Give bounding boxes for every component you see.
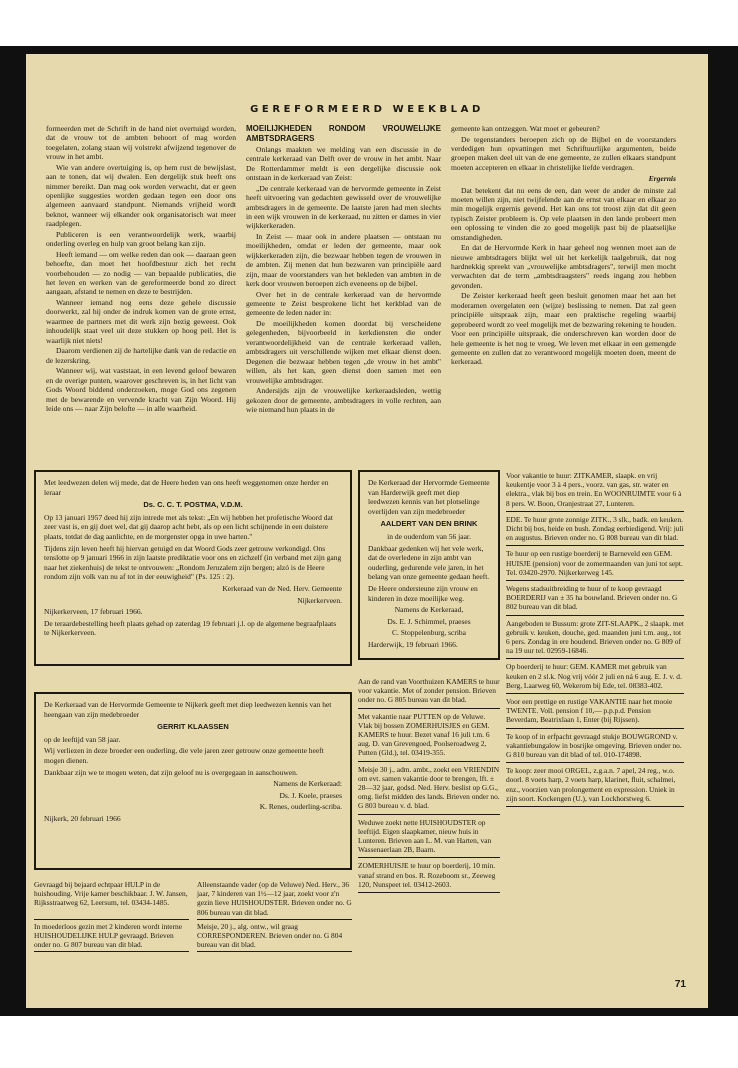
age-line: op de leeftijd van 58 jaar. (44, 734, 121, 744)
obituary-van-den-brink (358, 470, 500, 660)
paragraph: Publiceren is een verantwoordelijk werk, waarbij onderling overleg en hulp van groot belang kan zijn. (46, 229, 236, 249)
classified-ad: ZOMERHUISJE te huur op boerderij, 10 min. vanaf strand en bos. R. Rozeboom sr., Zeeweg 120, Nunspeet tel. 03412-2603. (358, 858, 500, 893)
column-1 (46, 124, 236, 415)
classified-ad: Wegens stadsuitbreiding te huur of te koop gevraagd BOERDERIJ van ± 35 ha bouwland. Brieven onder no. G 802 bureau van dit blad. (506, 581, 684, 616)
paragraph: De Zeister kerkeraad heeft geen besluit genomen maar het aan het moderamen overgelaten een (wijze) beslissing te nemen. Dat zal geen principiële uitspraak zijn, maar een praktische regeling waarbij geprobeerd wordt zo veel mogelijk met de bezwaring rekening te houden. Voor een principiële uitspraak, die onderschreven kan worden door de hele gemeente is het nog te vroeg. We leven met elkaar in een gemengde gemeente en zullen dat zo verantwoord mogelijk moeten doen, meent de kerkeraad. (451, 291, 676, 367)
classified-ad: Meisje, 20 j., alg. ontw., wil graag CORRESPONDEREN. Brieven onder no. G 804 bureau van dit blad. (197, 920, 352, 953)
place-date: Harderwijk, 19 februari 1966. (368, 639, 458, 649)
deceased-name: GERRIT KLAASSEN (157, 722, 229, 732)
obituary-intro: Met leedwezen delen wij mede, dat de Heere heden van ons heeft weggenomen onze herder en leraar (44, 478, 329, 497)
classified-ad: Op boerderij te huur: GEM. KAMER met gebruik van keuken en 2 sl.k. Nog vrij vóór 2 juli en ná 6 aug. E. J. v. d. Berg, Laarweg 60, Wekerom bij Ede, tel. 08383-402. (506, 659, 684, 694)
paragraph: Wie van andere overtuiging is, op hem rust de bewijslast, aan te tonen, dat wij dwalen. Een dergelijk stuk heeft ons nimmer bereikt. Dan mag ook worden verwacht, dat er geen openlijke suggesties worden gedaan tegen een door ons algemeen aanvaard standpunt. Niemands vrijheid wordt beknot, wanneer wij elkander ook organisatorisch wat meer raadplegen. (46, 162, 236, 229)
article-heading: MOEILIJKHEDEN RONDOM VROUWELIJKE AMBTSDRAGERS (246, 124, 441, 143)
paragraph: Onlangs maakten we melding van een discussie in de centrale kerkeraad van Delft over de vrouw in het ambt. Naar De Rotterdammer meldt is een dergelijke discussie ook ontstaan in de kerkeraad van Zeist: (246, 145, 441, 183)
classified-ad: Te huur op een rustige boerderij te Barneveld een GEM. HUISJE (pension) voor de zomermaanden van juni tot sept. Tel. 03420-2970. Nijkerkerweg 145. (506, 546, 684, 581)
deceased-name: Ds. C. C. T. POSTMA, V.D.M. (143, 500, 243, 510)
obituary-intro: De Kerkeraad van de Hervormde Gemeente te Nijkerk geeft met diep leedwezen kennis van het heengaan van zijn medebroeder (44, 700, 332, 719)
classified-ad: Te koop: zeer mooi ORGEL, z.g.a.n. 7 apel, 24 reg., w.o. doorl. 8 voets harp, 2 voets harp, klarinet, fluit, schalmei, enz., voorzien van prolongement en expression. Uniek in zijn soort. Kockengen (U.), van Lockhorstweg 6. (506, 763, 684, 807)
obituary-text: Op 13 januari 1957 deed hij zijn intrede met als tekst: „En wij hebben het profetische Woord dat zeer vast is, en gij doet wel, dat gij daarop acht hebt, als op een licht schijnende in een duistere plaats, totdat de dag aanlichte, en de morgenster opga in uwe harten." (44, 512, 333, 541)
column-2 (246, 124, 441, 416)
newspaper-page (26, 54, 708, 1008)
paragraph: Heeft iemand — om welke reden dan ook — daaraan geen behoefte, dan moet het hoofdbestuur zich het recht voorbehouden — zo nodig — van bepaalde publicaties, die het leven en werken van de gereformeerde bond zo direct aangaan, afstand te nemen en deze te bestrijden. (46, 249, 236, 297)
classified-ad: Gevraagd bij bejaard echtpaar HULP in de huishouding. Vrije kamer beschikbaar. J. W. Jansen, Rijksstraatweg 62, Leersum, tel. 03434-1485. (34, 878, 189, 920)
paragraph: Wanneer wij, wat vaststaat, in een levend geloof bewaren en de overige punten, waarover geschreven is, in het licht van Gods Woord biddend onderzoeken, moge God ons zegenen met de bewarende en vervende kracht van Zijn Woord. Hij leide ons — naar Zijn belofte — in alle waarheid. (46, 366, 236, 413)
paragraph: gemeente kan ontzeggen. Wat moet er gebeuren? (451, 124, 600, 133)
place-date: Nijkerk, 20 februari 1966 (44, 813, 121, 823)
obituary-klaassen (34, 692, 352, 870)
classified-ad: EDE. Te huur grote zonnige ZITK., 3 slk., badk. en keuken. Dicht bij bos, heide en bush. Zondag eerbiedigend. Vrij: juli en augustus. Brieven onder no. G 808 bureau van dit blad. (506, 512, 684, 547)
signatory: Namens de Kerkeraad: (273, 779, 342, 789)
signatory: C. Stoppelenburg, scriba (391, 628, 467, 638)
classified-ad: Alleenstaande vader (op de Veluwe) Ned. Herv., 36 jaar, 7 kinderen van 1½—12 jaar, zoekt voor z'n gezin lieve HUISHOUDSTER. Brieven onder no. G 806 bureau van dit blad. (197, 878, 352, 920)
classified-ad: Aangeboden te Bussum: grote ZIT-SLAAPK., 2 slaapk. met gebruik v. keuken, douche, ged. maanden juni t.m. aug., tot 6 pers. Zondag in ere houdend. Brieven onder no. G 809 of na 19 uur tel. 02959-16846. (506, 616, 684, 660)
ad-row (34, 920, 352, 953)
signatory: Kerkeraad van de Ned. Herv. Gemeente (222, 583, 342, 593)
signatory: Ds. E. J. Schimmel, praeses (387, 616, 471, 626)
funeral-note: De teraardebestelling heeft plaats gehad op zaterdag 19 februari j.l. op de algemene begraafplaats te Nijkerkerveen. (44, 618, 337, 638)
obituary-text: Dankbaar gedenken wij het vele werk, dat de overledene in zijn ambt van ouderling, gedurende vele jaren, in het belang van onze gemeente gedaan heeft. (368, 543, 490, 582)
paragraph: Andersijds zijn de vrouwelijke kerkeraadsleden, wettig gekozen door de gemeente, ambtsdragers in volle rechten, aan wie niemand hun plaats in de (246, 386, 441, 414)
classified-ad: Voor een prettige en rustige VAKANTIE naar het mooie TWENTE. Voll. pension f 10,— p.p.p.d. Pension Beverdam, Beatrixlaan 1, Enter (bij Rijssen). (506, 694, 684, 729)
signatory: Namens de Kerkeraad, (394, 605, 464, 615)
age-line: in de ouderdom van 56 jaar. (387, 531, 471, 541)
paragraph: Wanneer iemand nog eens deze gehele discussie doorwerkt, zal hij onder de indruk komen van de grote ernst, waarmee de partners met dit werk zijn bezig geweest. Ook inhoudelijk staat veel uit deze stukken op hoog peil. Het is waarlijk niet niets! (46, 298, 236, 345)
classified-ad: Meisje 30 j., adm. ambt., zoekt een VRIENDIN om evt. samen vakantie door te brengen, lft. ± 28—32 jaar, godsd. Ned. Herv. beslist op G.G., omg. liefst midden des lands. Brieven onder no. G 803 bureau v. d. blad. (358, 762, 500, 815)
paragraph: „De centrale kerkeraad van de hervormde gemeente in Zeist heeft uitvoering van gedachten gewisseld over de vrouwelijke ambtsdragers in de gemeente. De laatste jaren had men slechts in een wijk vrouwen in de kerkeraad, nu zitten er dames in vier wijkkerkeraden. (246, 183, 441, 231)
place-date: Nijkerkerveen, 17 februari 1966. (44, 607, 143, 617)
classified-ad: Weduwe zoekt nette HUISHOUDSTER op leeftijd. Eigen slaapkamer, nieuw huis in Lunteren. Brieven aan L. M. van Harten, van Wassenaerlaan 2B, Baarn. (358, 815, 500, 859)
signatory: K. Renes, ouderling-scriba. (259, 802, 342, 812)
paragraph: Over het in de centrale kerkeraad van de hervormde gemeente te Zeist besprokene licht het kerkblad van de gemeente de leden nader in: (246, 289, 441, 318)
paragraph: Dat betekent dat nu eens de een, dan weer de ander de minste zal moeten willen zijn, niet twijfelende aan de ernst van elkaar en elkaar zo min mogelijk ergernis gevend. Het kan ons tot troost zijn dat dit geen typisch Zeister probleem is. Op vele plaatsen in den lande probeert men een oplossing te vinden die zo goed mogelijk past bij de plaatselijke omstandigheden. (451, 185, 676, 242)
ad-row (34, 878, 352, 920)
column-3 (451, 124, 676, 368)
paragraph: En dat de Hervormde Kerk in haar geheel nog wennen moet aan de nieuwe ambtsdragers blijkt wel uit het kerkelijk taalgebruik, dat nog hardnekkig spreekt van „vrouwelijke ambtsdragers", terwijl men mocht verwachten dat de term „ambtsdraagsters" reeds ingang zou hebben gevonden. (451, 243, 676, 290)
classified-ad: In moederloos gezin met 2 kinderen wordt interne HUISHOUDELIJKE HULP gevraagd. Brieven onder no. G 807 bureau van dit blad. (34, 920, 189, 953)
signatory: Ds. J. Koele, praeses (279, 790, 342, 800)
classified-ads-bottom (34, 878, 352, 952)
obituary-text: Wij verliezen in deze broeder een ouderling, die vele jaren zeer getrouw onze gemeente heeft mogen dienen. (44, 746, 324, 765)
obituary-text: Tijdens zijn leven heeft hij hiervan getuigd en dat Woord Gods zeer getrouw verkondigd. Ons tenslotte op 9 januari 1966 in zijn laatste prediktatie voor ons en zichzelf (in verband met zijn gang naar het ziekenhuis) de tekst te ontvouwen: „Rondom Jeruzalem zijn bergen; alzó is de Heere rondom zijn volk van nu af tot in der eeuwigheid" (Ps. 125 : 2). (44, 543, 342, 582)
obituary-text: De Heere ondersteune zijn vrouw en kinderen in deze moeilijke weg. (368, 583, 478, 603)
classified-ads-right (506, 468, 684, 807)
masthead: GEREFORMEERD WEEKBLAD (250, 104, 484, 115)
paragraph: Daarom verdienen zij de hartelijke dank van de redactie en de lezerskring. (46, 346, 236, 365)
section-heading: Ergernis (648, 174, 676, 184)
classified-ads-middle (358, 674, 500, 893)
obituary-postma (34, 470, 352, 666)
classified-ad: Voor vakantie te huur: ZITKAMER, slaapk. en vrij keukentje voor 3 à 4 pers., voorz. van gas, str. water en elektra., vlak bij bos en trein. En WOONRUIMTE voor 6 à 8 pers. W. Boon, Oranjestraat 27, Lunteren. (506, 468, 684, 512)
obituary-intro: De Kerkeraad der Hervormde Gemeente van Harderwijk geeft met diep leedwezen kennis van het plotselinge overlijden van zijn medebroeder (368, 478, 490, 516)
classified-ad: Met vakantie naar PUTTEN op de Veluwe. Vlak bij bossen ZOMERHUISJES en GEM. KAMERS te huur. Bezet vanaf 16 juli t.m. 6 aug. D. van Grevengoed, Poolseroadweg 2, Putten (Gld.), tel. 03419-355. (358, 709, 500, 762)
obituary-text: Dankbaar zijn we te mogen weten, dat zijn geloof nu is overgegaan in aanschouwen. (44, 767, 298, 777)
paragraph: formeerden met de Schrift in de hand niet overtuigd worden, dat de vrouw tot de ambten behoort of mag worden toegelaten, zolang staan wij volstrekt afwijzend tegenover de vrouw in het ambt. (46, 124, 236, 162)
page-number: 71 (674, 979, 686, 990)
classified-ad: Aan de rand van Voorthuizen KAMERS te huur voor vakantie. Met of zonder pension. Brieven onder no. G 805 bureau van dit blad. (358, 674, 500, 709)
classified-ad: Te koop of in erfpacht gevraagd stukje BOUWGROND v. vakantiebungalow in bosrijke omgeving. Brieven onder no. G 810 bureau van dit blad of tel. 010-174898. (506, 729, 684, 764)
deceased-name: AALDERT VAN DEN BRINK (380, 519, 478, 529)
signatory: Nijkerkerveen. (297, 595, 342, 605)
paragraph: De moeilijkheden komen doordat bij verscheidene gelegenheden, bijvoorbeeld in kerkdiensten die onder verantwoordelijkheid van de centrale kerkeraad vallen, ambtsdragers uit verschillende wijken met elkaar dienst doen. Degenen die bezwaar hebben tegen „de vrouw in het ambt" willen, als het kan, geen dienst doen samen met een vrouwelijke ambtsdrager. (246, 319, 441, 385)
scan-frame (0, 46, 738, 1016)
paragraph: In Zeist — maar ook in andere plaatsen — ontstaan nu moeilijkheden, omdat er leden der gemeente, maar ook wijkkerkeraden zijn, die bezwaar hebben tegen de vrouwen in de ambten. Zij menen dat hun bezwaren van principiële aard zijn, maar de voorstanders van het bekleden van ambten in de kerk door vrouwen beroepen zich eveneens op de bijbel. (246, 232, 441, 289)
paragraph: De tegenstanders beroepen zich op de Bijbel en de voorstanders verdedigen hun opvattingen met Schriftuurlijke argumenten, beide groepen maken deel uit van de ene gemeente, ze zullen elkaars standpunt moeten accepteren en elkaar in christelijke liefde verdragen. (451, 134, 676, 172)
